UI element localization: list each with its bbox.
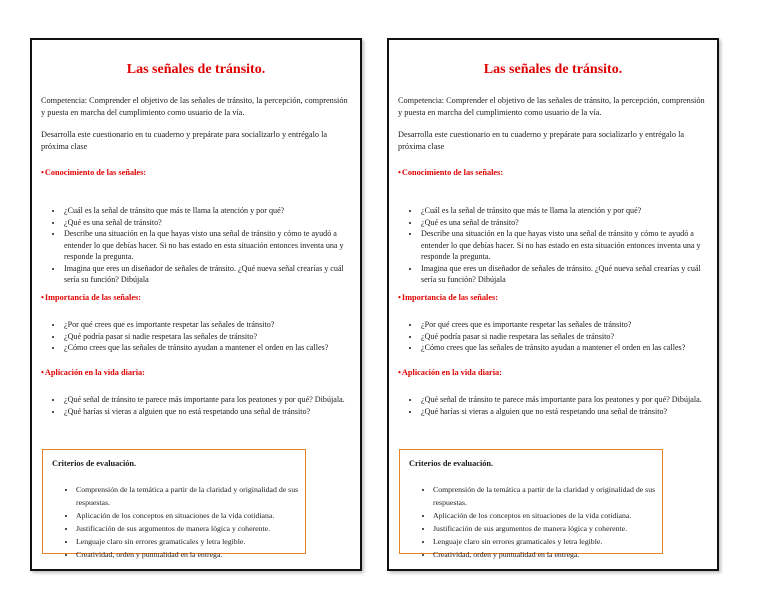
question-list-conocimiento [41, 205, 352, 286]
section-bullet: • [41, 368, 44, 377]
section-title-label: Aplicación en la vida diaria: [44, 368, 145, 377]
worksheet-page-left [30, 38, 362, 571]
criteria-item: • Justificación de sus argumentos de manera lógica y coherente. [433, 522, 658, 535]
question-item: • Imagina que eres un diseñador de señales de tránsito. ¿Qué nueva señal crearías y cuál sería su función? Dibújala [63, 263, 352, 286]
instruction-text: Desarrolla este cuestionario en tu cuaderno y prepárate para socializarlo y entrégalo la próxima clase [41, 130, 328, 151]
section-bullet: • [41, 293, 44, 302]
worksheet-page-right [387, 38, 719, 571]
criteria-item: • Comprensión de la temática a partir de la claridad y originalidad de sus respuestas. [433, 483, 658, 509]
question-item: • ¿Qué podría pasar si nadie respetara las señales de tránsito? [420, 331, 709, 343]
section-title-aplicacion [398, 368, 502, 377]
question-list-aplicacion [398, 394, 709, 417]
question-item: • ¿Cómo crees que las señales de tránsito ayudan a mantener el orden en las calles? [420, 342, 709, 354]
competencia-text: Competencia: Comprender el objetivo de las señales de tránsito, la percepción, comprensión y puesta en marcha del cumplimiento como usuario de la vía. [41, 96, 348, 117]
criteria-item: • Lenguaje claro sin errores gramaticales y letra legible. [76, 535, 301, 548]
section-bullet: • [398, 368, 401, 377]
criteria-item: • Aplicación de los conceptos en situaciones de la vida cotidiana. [76, 509, 301, 522]
criteria-item: • Lenguaje claro sin errores gramaticales y letra legible. [433, 535, 658, 548]
question-item: • Describe una situación en la que hayas visto una señal de tránsito y cómo te ayudó a entender lo que debías hacer. Si no has estado en esta situación entonces inventa una y responde la pregunta. [63, 228, 352, 263]
criteria-box [399, 449, 663, 559]
section-title-aplicacion [41, 368, 145, 377]
section-title-importancia [41, 293, 141, 302]
question-item: • ¿Qué es una señal de tránsito? [420, 217, 709, 229]
question-list-aplicacion [41, 394, 352, 417]
criteria-item: • Creatividad, orden y puntualidad en la entrega. [433, 548, 658, 561]
question-item: • ¿Qué podría pasar si nadie respetara las señales de tránsito? [63, 331, 352, 343]
competencia-text: Competencia: Comprender el objetivo de las señales de tránsito, la percepción, comprensión y puesta en marcha del cumplimiento como usuario de la vía. [398, 96, 705, 117]
section-bullet: • [398, 293, 401, 302]
question-item: • ¿Qué señal de tránsito te parece más importante para los peatones y por qué? Dibújala. [420, 394, 709, 406]
section-title-conocimiento [398, 168, 503, 177]
question-item: • ¿Cómo crees que las señales de tránsito ayudan a mantener el orden en las calles? [63, 342, 352, 354]
question-item: • ¿Por qué crees que es importante respetar las señales de tránsito? [63, 319, 352, 331]
criteria-list [51, 483, 301, 561]
question-item: • ¿Qué harías si vieras a alguien que no está respetando una señal de tránsito? [63, 406, 352, 418]
section-title-label: Importancia de las señales: [401, 293, 499, 302]
criteria-title: Criterios de evaluación. [409, 459, 494, 468]
question-item: • ¿Qué es una señal de tránsito? [63, 217, 352, 229]
section-bullet: • [398, 168, 401, 177]
criteria-item: • Justificación de sus argumentos de manera lógica y coherente. [76, 522, 301, 535]
question-item: • ¿Qué harías si vieras a alguien que no está respetando una señal de tránsito? [420, 406, 709, 418]
question-list-conocimiento [398, 205, 709, 286]
instruction-text: Desarrolla este cuestionario en tu cuaderno y prepárate para socializarlo y entrégalo la próxima clase [398, 130, 685, 151]
criteria-item: • Aplicación de los conceptos en situaciones de la vida cotidiana. [433, 509, 658, 522]
section-bullet: • [41, 168, 44, 177]
question-item: • Imagina que eres un diseñador de señales de tránsito. ¿Qué nueva señal crearías y cuál sería su función? Dibújala [420, 263, 709, 286]
question-list-importancia [398, 319, 709, 354]
criteria-item: • Creatividad, orden y puntualidad en la entrega. [76, 548, 301, 561]
criteria-item: • Comprensión de la temática a partir de la claridad y originalidad de sus respuestas. [76, 483, 301, 509]
section-title-label: Conocimiento de las señales: [44, 168, 147, 177]
page-title: Las señales de tránsito. [126, 62, 266, 77]
question-item: • Describe una situación en la que hayas visto una señal de tránsito y cómo te ayudó a entender lo que debías hacer. Si no has estado en esta situación entonces inventa una y responde la pregunta. [420, 228, 709, 263]
section-title-label: Importancia de las señales: [44, 293, 142, 302]
criteria-title: Criterios de evaluación. [52, 459, 137, 468]
criteria-box [42, 449, 306, 559]
question-item: • ¿Cuál es la señal de tránsito que más te llama la atención y por qué? [63, 205, 352, 217]
question-list-importancia [41, 319, 352, 354]
question-item: • ¿Por qué crees que es importante respetar las señales de tránsito? [420, 319, 709, 331]
question-item: • ¿Qué señal de tránsito te parece más importante para los peatones y por qué? Dibújala. [63, 394, 352, 406]
question-item: • ¿Cuál es la señal de tránsito que más te llama la atención y por qué? [420, 205, 709, 217]
section-title-conocimiento [41, 168, 146, 177]
page-title: Las señales de tránsito. [483, 62, 623, 77]
section-title-importancia [398, 293, 498, 302]
section-title-label: Aplicación en la vida diaria: [401, 368, 502, 377]
criteria-list [408, 483, 658, 561]
section-title-label: Conocimiento de las señales: [401, 168, 504, 177]
